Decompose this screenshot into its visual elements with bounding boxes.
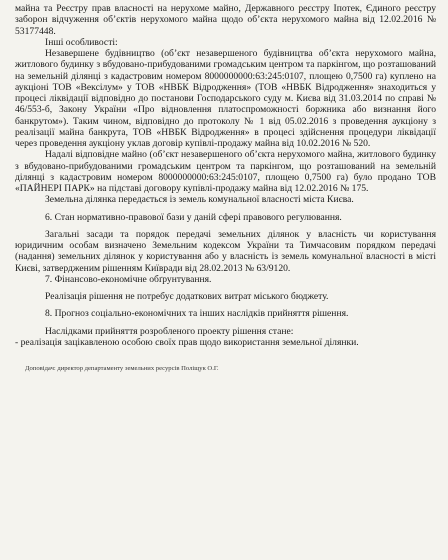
paragraph-property-sale: Надалі відповідне майно (об’єкт незавершеного об’єкта нерухомого майна, житлового будинку з вбудовано-прибудованими громадським центром та паркінгом, що розташований на земельній ділянці з кадастровим номером 8000000000:63:245:0107, площею 0,7500 га) було продано ТОВ «ПАЙНЕРІ ПАРК» на підставі договору купівлі-продажу майна від 12.02.2016 № 175. [15, 149, 436, 194]
section-7-heading: 7. Фінансово-економічне обґрунтування. [45, 273, 212, 285]
rapporteur-footer: Доповідач: директор департаменту земельних ресурсів Поліщук О.Г. [25, 365, 219, 372]
paragraph-legal-basis: Загальні засади та порядок передачі земельних ділянок у власність чи користування юридичним особам визначено Земельним кодексом України та Тимчасовим порядком передачі (надання) земельних ділянок у користування або у власність із земель комунальної власності в місті Києві, затвердженим рішенням Київради від 28.02.2013 № 63/9120. [15, 228, 436, 274]
paragraph-registry: майна та Реєстру прав власності на нерухоме майно, Державного реєстру Іпотек, Єдиного реєстру заборон відчуження об’єктів нерухомого майна щодо об’єкта нерухомого майна від 12.02.2016 № 53177448. [15, 3, 436, 37]
paragraph-land-transfer: Земельна ділянка передається із земель комунальної власності міста Києва. [45, 194, 354, 206]
section-8-heading: 8. Прогноз соціально-економічних та інших наслідків прийняття рішення. [45, 308, 349, 320]
paragraph-financial: Реалізація рішення не потребує додаткових витрат міського бюджету. [45, 291, 329, 302]
paragraph-consequences-item: - реалізація зацікавленою особою своїх прав щодо використання земельної ділянки. [15, 336, 359, 348]
other-features-heading: Інші особливості: [45, 36, 118, 48]
section-6-heading: 6. Стан нормативно-правової бази у даній сфері правового регулювання. [45, 211, 342, 223]
paragraph-unfinished-construction: Незавершене будівництво (об’єкт незавершеного будівництва об’єкта нерухомого майна, житлового будинку з вбудовано-прибудованими громадським центром та паркінгом, що розташований на земельній ділянці з кадастровим номером 8000000000:63:245:0107, площею 0,7500 га) куплено на аукціоні ТОВ «Вексілум» у ТОВ «НВБК Відродження» (ТОВ «НВБК Відродження» знаходиться у процесі ліквідації відповідно до постанови Господарського суду м. Києва від 31.03.2014 по справі № 46/553-б, Закону України «Про відновлення платоспроможності боржника або визнання його банкрутом»). Таким чином, відповідно до протоколу № 1 від 05.02.2016 з проведення аукціону з реалізації майна банкрута, ТОВ «НВБК Відродження» в процесі здійснення процедури ліквідації через проведення аукціону уклав договір купівлі-продажу майна від 10.02.2016 № 520. [15, 48, 436, 149]
paragraph-consequences-intro: Наслідками прийняття розробленого проекту рішення стане: [45, 325, 294, 337]
